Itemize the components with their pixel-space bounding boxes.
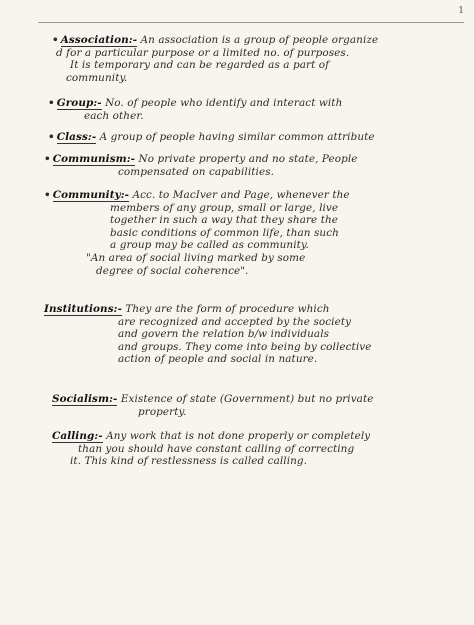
definition-line: action of people and social in nature. xyxy=(118,353,318,366)
definition-line: degree of social coherence". xyxy=(96,264,249,277)
definition-line: They are the form of procedure which xyxy=(125,303,330,315)
definition-line: it. This kind of restlessness is called calling. xyxy=(70,455,308,468)
definition-line: "An area of social living marked by some xyxy=(86,251,306,264)
definition-line: No. of people who identify and interact with xyxy=(105,97,343,109)
definition-line: Existence of state (Government) but no private xyxy=(120,393,374,405)
entry-class xyxy=(14,131,464,144)
term-calling: Calling:- xyxy=(52,430,103,442)
definition-line: Any work that is not done properly or completely xyxy=(106,430,371,442)
term-class: Class:- xyxy=(56,131,97,143)
bullet-icon: • xyxy=(44,189,51,201)
term-institutions: Institutions:- xyxy=(44,303,122,315)
definition-line: property. xyxy=(138,405,187,418)
definition-line: basic conditions of common life, than such xyxy=(110,226,339,239)
definition-line: together in such a way that they share the xyxy=(110,214,339,227)
definition-line: An association is a group of people organize xyxy=(140,34,379,46)
definition-line: are recognized and accepted by the society xyxy=(118,315,352,328)
entry-institutions xyxy=(14,303,464,366)
definition-line: community. xyxy=(66,71,128,84)
entry-calling xyxy=(14,430,464,468)
definition-line: compensated on capabilities. xyxy=(118,165,275,178)
bullet-icon: • xyxy=(52,34,59,46)
definition-line: It is temporary and can be regarded as a part of xyxy=(70,59,330,72)
page-number: 1 xyxy=(458,6,464,16)
definition-line: Acc. to MacIver and Page, whenever the xyxy=(132,189,350,201)
definition-line: members of any group, small or large, live xyxy=(110,201,339,214)
term-group: Group:- xyxy=(56,97,102,109)
definition-line: d for a particular purpose or a limited no. of purposes. xyxy=(56,46,350,59)
term-community: Community:- xyxy=(52,189,130,201)
definition-line: A group of people having similar common attribute xyxy=(99,131,375,143)
definition-line: and govern the relation b/w individuals xyxy=(118,328,330,341)
term-socialism: Socialism:- xyxy=(52,393,118,405)
entry-socialism xyxy=(14,393,464,418)
definition-line: each other. xyxy=(84,109,144,122)
term-association: Association:- xyxy=(60,34,138,46)
definition-line: and groups. They come into being by collective xyxy=(118,340,372,353)
entry-communism xyxy=(14,153,464,178)
definition-line: No private property and no state, People xyxy=(138,153,358,165)
entry-association xyxy=(14,34,464,84)
entry-community xyxy=(14,189,464,277)
bullet-icon: • xyxy=(44,153,51,165)
definition-line: a group may be called as community. xyxy=(110,239,309,252)
definition-line: than you should have constant calling of correcting xyxy=(78,442,355,455)
term-communism: Communism:- xyxy=(52,153,136,165)
top-rule-line xyxy=(38,22,464,23)
bullet-icon: • xyxy=(48,97,55,109)
bullet-icon: • xyxy=(48,131,55,143)
entry-group xyxy=(14,97,464,122)
